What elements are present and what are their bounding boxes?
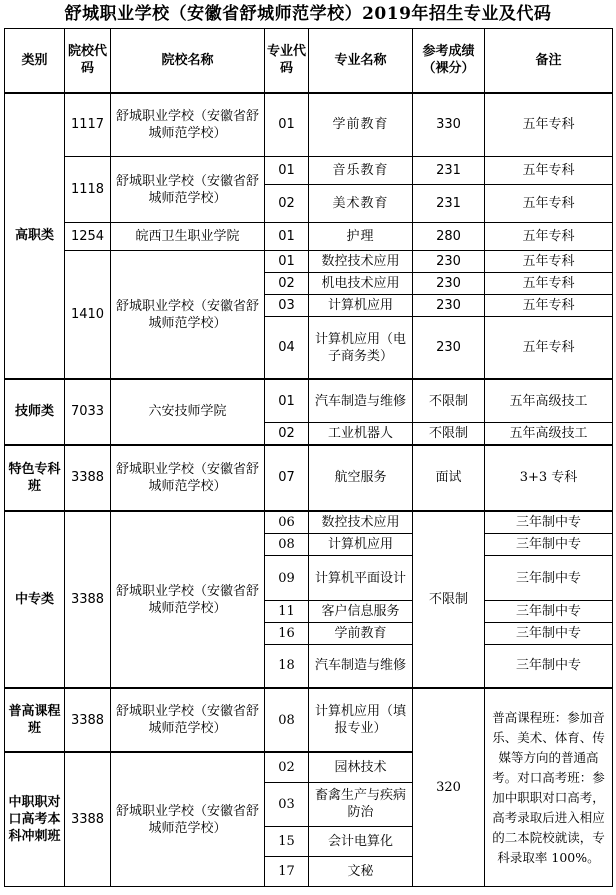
major-name-cell: 数控技术应用 [309, 511, 413, 534]
score-cell: 不限制 [413, 423, 485, 445]
score-cell: 320 [413, 688, 485, 886]
header-remark: 备注 [485, 29, 613, 93]
major-name-cell: 汽车制造与维修 [309, 644, 413, 688]
score-cell: 231 [413, 185, 485, 223]
major-code-cell: 02 [265, 423, 309, 445]
category-jishi: 技师类 [5, 379, 65, 445]
header-category: 类别 [5, 29, 65, 93]
major-name-cell: 会计电算化 [309, 826, 413, 856]
major-code-cell: 18 [265, 644, 309, 688]
admission-table [4, 28, 613, 887]
major-name-cell: 计算机应用 [309, 534, 413, 556]
major-name-cell: 计算机平面设计 [309, 556, 413, 600]
remark-cell: 三年制中专 [485, 556, 613, 600]
remark-cell: 三年制中专 [485, 511, 613, 534]
table-header [5, 29, 613, 93]
remark-cell: 五年专科 [485, 273, 613, 295]
school-name-cell: 舒城职业学校（安徽省舒城师范学校） [111, 752, 265, 886]
table-row [5, 511, 613, 534]
table-row [5, 223, 613, 251]
school-code-cell: 3388 [65, 688, 111, 752]
remark-cell: 3+3 专科 [485, 445, 613, 511]
remark-cell: 五年专科 [485, 157, 613, 185]
school-code-cell: 3388 [65, 752, 111, 886]
remark-cell: 三年制中专 [485, 534, 613, 556]
school-name-cell: 舒城职业学校（安徽省舒城师范学校） [111, 511, 265, 688]
header-school-code: 院校代码 [65, 29, 111, 93]
school-name-cell: 舒城职业学校（安徽省舒城师范学校） [111, 93, 265, 157]
score-cell: 面试 [413, 445, 485, 511]
remark-cell: 五年专科 [485, 317, 613, 379]
major-code-cell: 08 [265, 534, 309, 556]
major-code-cell: 01 [265, 93, 309, 157]
major-code-cell: 02 [265, 273, 309, 295]
remark-cell: 五年高级技工 [485, 423, 613, 445]
page-title: 舒城职业学校（安徽省舒城师范学校）2019年招生专业及代码 [64, 4, 552, 24]
remark-cell: 三年制中专 [485, 622, 613, 644]
school-name-cell: 舒城职业学校（安徽省舒城师范学校） [111, 688, 265, 752]
category-putong: 普高课程班 [5, 688, 65, 752]
major-code-cell: 01 [265, 223, 309, 251]
category-zhongzhuan: 中专类 [5, 511, 65, 688]
major-name-cell: 计算机应用 [309, 295, 413, 317]
table-row [5, 379, 613, 423]
score-cell: 230 [413, 317, 485, 379]
school-code-cell: 3388 [65, 511, 111, 688]
major-name-cell: 畜禽生产与疾病防治 [309, 782, 413, 826]
major-code-cell: 16 [265, 622, 309, 644]
major-name-cell: 学前教育 [309, 622, 413, 644]
school-name-cell: 舒城职业学校（安徽省舒城师范学校） [111, 157, 265, 223]
major-name-cell: 护理 [309, 223, 413, 251]
major-name-cell: 计算机应用（填报专业） [309, 688, 413, 752]
header-major-code: 专业代码 [265, 29, 309, 93]
major-code-cell: 07 [265, 445, 309, 511]
major-code-cell: 03 [265, 782, 309, 826]
table-row [5, 157, 613, 185]
major-code-cell: 01 [265, 251, 309, 273]
major-name-cell: 机电技术应用 [309, 273, 413, 295]
school-name-cell: 六安技师学院 [111, 379, 265, 445]
school-code-cell: 7033 [65, 379, 111, 445]
remark-note: 普高课程班：参加音乐、美术、体育、传媒等方向的普通高考。对口高考班：参加中职职对口高考，高考录取后进入相应的二本院校就读，专科录取率 100%。 [485, 688, 613, 886]
table-row [5, 93, 613, 157]
header-major-name: 专业名称 [309, 29, 413, 93]
major-code-cell: 02 [265, 185, 309, 223]
major-code-cell: 11 [265, 600, 309, 622]
major-code-cell: 08 [265, 688, 309, 752]
major-code-cell: 01 [265, 379, 309, 423]
score-cell: 不限制 [413, 511, 485, 688]
school-name-cell: 舒城职业学校（安徽省舒城师范学校） [111, 251, 265, 379]
table-row [5, 688, 613, 752]
score-cell: 330 [413, 93, 485, 157]
header-school-name: 院校名称 [111, 29, 265, 93]
major-name-cell: 文秘 [309, 856, 413, 886]
major-code-cell: 03 [265, 295, 309, 317]
school-code-cell: 1118 [65, 157, 111, 223]
major-code-cell: 06 [265, 511, 309, 534]
major-name-cell: 工业机器人 [309, 423, 413, 445]
major-name-cell: 学前教育 [309, 93, 413, 157]
remark-cell: 五年专科 [485, 185, 613, 223]
score-cell: 230 [413, 295, 485, 317]
remark-cell: 五年专科 [485, 251, 613, 273]
score-cell: 不限制 [413, 379, 485, 423]
major-name-cell: 航空服务 [309, 445, 413, 511]
school-code-cell: 1254 [65, 223, 111, 251]
school-name-cell: 皖西卫生职业学院 [111, 223, 265, 251]
score-cell: 230 [413, 273, 485, 295]
remark-cell: 五年高级技工 [485, 379, 613, 423]
major-name-cell: 数控技术应用 [309, 251, 413, 273]
remark-cell: 五年专科 [485, 295, 613, 317]
school-code-cell: 1410 [65, 251, 111, 379]
remark-cell: 三年制中专 [485, 644, 613, 688]
category-duikou: 中职职对口高考本科冲刺班 [5, 752, 65, 886]
table-row [5, 445, 613, 511]
category-gaozhi: 高职类 [5, 93, 65, 379]
score-cell: 231 [413, 157, 485, 185]
category-tese: 特色专科班 [5, 445, 65, 511]
remark-cell: 三年制中专 [485, 600, 613, 622]
remark-cell: 五年专科 [485, 93, 613, 157]
header-score: 参考成绩（裸分） [413, 29, 485, 93]
major-name-cell: 音乐教育 [309, 157, 413, 185]
score-cell: 230 [413, 251, 485, 273]
major-name-cell: 美术教育 [309, 185, 413, 223]
school-code-cell: 1117 [65, 93, 111, 157]
major-name-cell: 汽车制造与维修 [309, 379, 413, 423]
major-name-cell: 园林技术 [309, 752, 413, 782]
major-name-cell: 客户信息服务 [309, 600, 413, 622]
table-row [5, 251, 613, 273]
remark-cell: 五年专科 [485, 223, 613, 251]
score-cell: 280 [413, 223, 485, 251]
major-code-cell: 15 [265, 826, 309, 856]
major-code-cell: 09 [265, 556, 309, 600]
school-code-cell: 3388 [65, 445, 111, 511]
school-name-cell: 舒城职业学校（安徽省舒城师范学校） [111, 445, 265, 511]
major-code-cell: 01 [265, 157, 309, 185]
major-code-cell: 04 [265, 317, 309, 379]
major-name-cell: 计算机应用（电子商务类） [309, 317, 413, 379]
major-code-cell: 02 [265, 752, 309, 782]
major-code-cell: 17 [265, 856, 309, 886]
